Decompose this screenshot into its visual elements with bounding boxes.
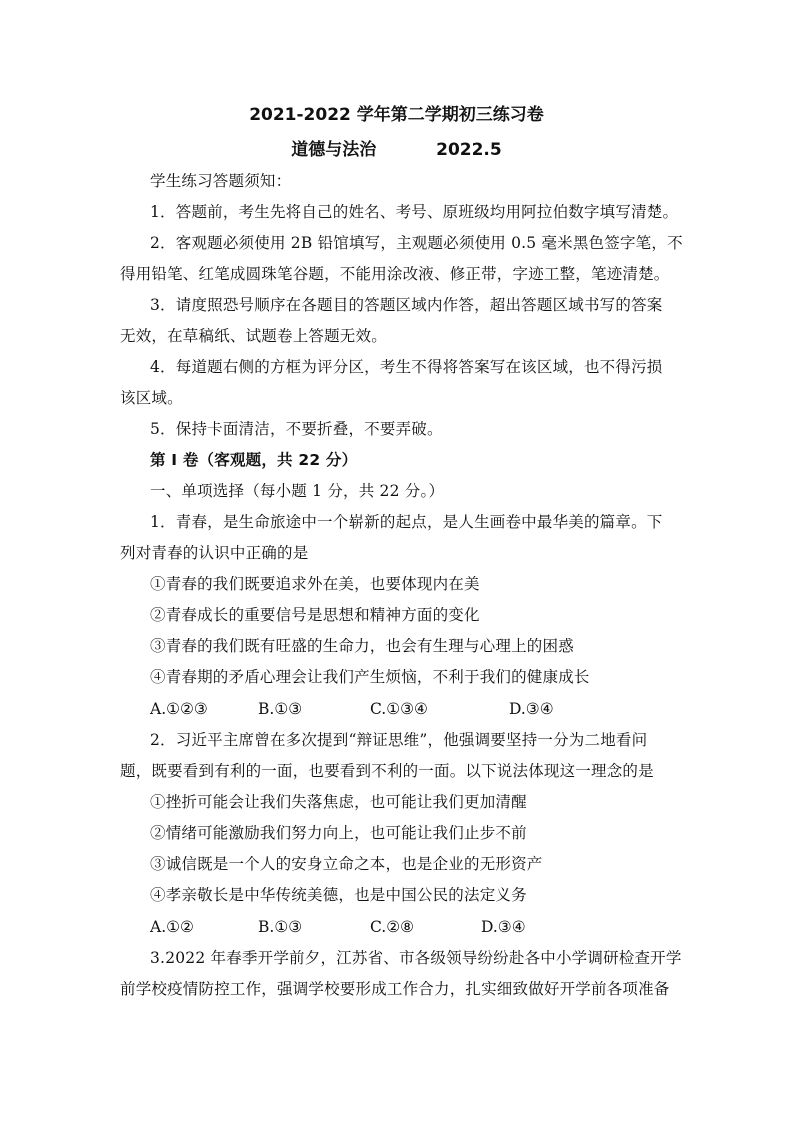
q3-stem-line-1: 3.2022 年春季开学前夕，江苏省、市各级领导纷纷赴各中小学调研检查开学 xyxy=(150,949,682,967)
q2-stem-line-1: 2．习近平主席曾在多次提到“辩证思维”，他强调要坚持一分为二地看问 xyxy=(150,731,648,749)
instruction-3-line-1: 3．请度照恐号顺序在各题目的答题区域内作答，超出答题区域书写的答案 xyxy=(150,296,663,314)
q2-option-c: C.②⑧ xyxy=(370,918,415,936)
q1-stem-line-2: 列对青春的认识中正确的是 xyxy=(120,544,309,562)
q1-statement-3: ③青春的我们既有旺盛的生命力，也会有生理与心理上的困惑 xyxy=(150,637,574,655)
q2-statement-3: ③诚信既是一个人的安身立命之本，也是企业的无形资产 xyxy=(150,855,543,873)
exam-date: 2022.5 xyxy=(436,140,502,160)
q1-statement-2: ②青春成长的重要信号是思想和精神方面的变化 xyxy=(150,606,480,624)
instructions-heading: 学生练习答题须知： xyxy=(150,172,292,190)
section-heading: 第 I 卷（客观题，共 22 分） xyxy=(150,451,358,469)
q1-option-b: B.①③ xyxy=(258,700,303,718)
q1-stem-line-1: 1．青春，是生命旅途中一个崭新的起点，是人生画卷中最华美的篇章。下 xyxy=(150,513,663,531)
instruction-1: 1．答题前，考生先将自己的姓名、考号、原班级均用阿拉伯数字填写清楚。 xyxy=(150,203,679,221)
q2-option-a: A.①② xyxy=(150,918,194,936)
instruction-2-line-1: 2．客观题必须使用 2B 铅馆填写，主观题必须使用 0.5 毫米黑色签字笔，不 xyxy=(150,234,683,252)
q1-option-c: C.①③④ xyxy=(370,700,428,718)
q2-statement-1: ①挫折可能会让我们失落焦虑，也可能让我们更加清醒 xyxy=(150,793,527,811)
instruction-5: 5．保持卡面清洁，不要折叠，不要弄破。 xyxy=(150,420,443,438)
q2-option-d: D.③④ xyxy=(481,918,526,936)
exam-title: 2021-2022 学年第二学期初三练习卷 xyxy=(249,105,544,125)
exam-subtitle xyxy=(0,135,793,160)
q1-statement-1: ①青春的我们既要追求外在美，也要体现内在美 xyxy=(150,575,480,593)
instruction-3-line-2: 无效，在草稿纸、试题卷上答题无效。 xyxy=(120,327,387,345)
q3-stem-line-2: 前学校疫情防控工作，强调学校要形成工作合力，扎实细致做好开学前各项准备 xyxy=(120,980,670,998)
instruction-4-line-2: 该区域。 xyxy=(120,389,183,407)
instruction-4-line-1: 4．每道题右侧的方框为评分区，考生不得将答案写在该区域，也不得污损 xyxy=(150,358,663,376)
q2-statement-2: ②情绪可能激励我们努力向上，也可能让我们止步不前 xyxy=(150,824,527,842)
q1-option-d: D.③④ xyxy=(509,700,554,718)
subject-label: 道德与法治 xyxy=(291,140,377,160)
q2-option-b: B.①③ xyxy=(258,918,303,936)
part-heading: 一、单项选择（每小题 1 分，共 22 分。） xyxy=(150,482,445,500)
q1-option-a: A.①②③ xyxy=(150,700,208,718)
q2-statement-4: ④孝亲敬长是中华传统美德，也是中国公民的法定义务 xyxy=(150,886,527,904)
instruction-2-line-2: 得用铅笔、红笔成圆珠笔谷题，不能用涂改液、修正带，字迹工整，笔迹清楚。 xyxy=(120,265,670,283)
q1-statement-4: ④青春期的矛盾心理会让我们产生烦恼，不利于我们的健康成长 xyxy=(150,668,590,686)
q2-stem-line-2: 题，既要看到有利的一面，也要看到不利的一面。以下说法体现这一理念的是 xyxy=(120,762,654,780)
